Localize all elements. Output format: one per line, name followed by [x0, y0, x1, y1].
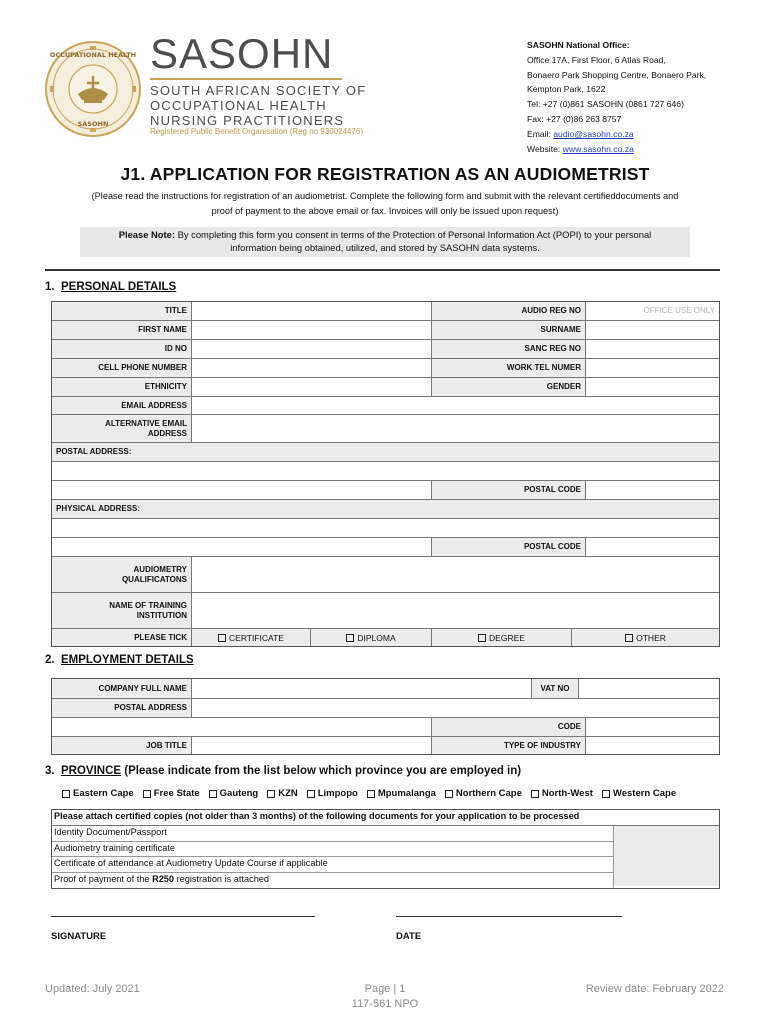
tick-degree[interactable]: DEGREE	[431, 629, 571, 646]
checkbox-icon	[445, 790, 453, 798]
alt-email-label: ALTERNATIVE EMAIL ADDRESS	[52, 415, 191, 442]
province-eastern-cape[interactable]: Eastern Cape	[62, 788, 134, 799]
physical-address-label: PHYSICAL ADDRESS:	[52, 500, 719, 518]
brand-divider	[150, 78, 342, 80]
employer-postal-address-field[interactable]	[191, 699, 719, 717]
tick-other[interactable]: OTHER	[571, 629, 719, 646]
office-address-line-3: Kempton Park, 1622	[527, 84, 606, 95]
signature-label: SIGNATURE	[51, 931, 107, 942]
date-label: DATE	[396, 931, 422, 942]
office-heading: SASOHN National Office:	[527, 40, 630, 50]
ethnicity-label: ETHNICITY	[52, 378, 191, 396]
office-address-line-2: Bonaero Park Shopping Centre, Bonaero Park,	[527, 69, 707, 80]
checkbox-icon	[218, 634, 226, 642]
section-1-heading: 1. PERSONAL DETAILS	[45, 281, 177, 293]
surname-label: SURNAME	[431, 321, 585, 339]
alt-email-field[interactable]	[191, 415, 719, 442]
province-western-cape[interactable]: Western Cape	[602, 788, 676, 799]
office-address-line-1: Office 17A, First Floor, 6 Atlas Road,	[527, 54, 666, 65]
footer-page-number: Page | 1	[364, 983, 406, 995]
office-use-only: OFFICE USE ONLY	[585, 302, 719, 320]
first-name-field[interactable]	[191, 321, 431, 339]
checkbox-icon	[478, 634, 486, 642]
postal-address-label: POSTAL ADDRESS:	[52, 443, 719, 461]
document-item-proof-of-payment: Proof of payment of the R250 registration is attached	[52, 873, 614, 889]
footer-npo: 117-561 NPO	[351, 998, 419, 1010]
code-label: CODE	[431, 718, 585, 736]
job-title-field[interactable]	[191, 737, 431, 754]
title-field[interactable]	[191, 302, 431, 320]
svg-text:OCCUPATIONAL HEALTH: OCCUPATIONAL HEALTH	[49, 51, 137, 59]
industry-type-field[interactable]	[585, 737, 719, 754]
tick-certificate[interactable]: CERTIFICATE	[191, 629, 310, 646]
email-field[interactable]	[191, 397, 719, 414]
checkbox-icon	[602, 790, 610, 798]
postal-address-line-1[interactable]	[52, 462, 719, 480]
company-name-field[interactable]	[191, 679, 531, 698]
section-divider	[45, 269, 720, 271]
sanc-reg-no-field[interactable]	[585, 340, 719, 358]
office-contact-block	[527, 38, 706, 156]
qualifications-label: AUDIOMETRY QUALIFICATONS	[52, 557, 191, 592]
code-field[interactable]	[585, 718, 719, 736]
sasohn-seal-logo	[44, 40, 142, 138]
physical-postal-code-label: POSTAL CODE	[431, 538, 585, 556]
audio-reg-no-label: AUDIO REG NO	[431, 302, 585, 320]
please-tick-label: PLEASE TICK	[52, 629, 191, 646]
checkbox-icon	[307, 790, 315, 798]
org-full-name-line-1: SOUTH AFRICAN SOCIETY OF	[150, 83, 367, 98]
cell-phone-label: CELL PHONE NUMBER	[52, 359, 191, 377]
section-3-heading: 3. PROVINCE (Please indicate from the list below which province you are employed in)	[45, 765, 522, 777]
employer-postal-address-label: POSTAL ADDRESS	[52, 699, 191, 717]
org-full-name-line-2: OCCUPATIONAL HEALTH	[150, 98, 327, 113]
office-email-row: Email: audio@sasohn.co.za	[527, 128, 634, 139]
employer-postal-address-line-2[interactable]	[52, 718, 431, 736]
industry-type-label: TYPE OF INDUSTRY	[431, 737, 585, 754]
physical-address-line-2[interactable]	[52, 538, 431, 556]
employment-details-table	[51, 678, 720, 755]
gender-field[interactable]	[585, 378, 719, 396]
popi-notice: Please Note: By completing this form you consent in terms of the Protection of Personal Information Act (POPI) to your personal information being obtained, utilized, and stored by SASOHN data systems.	[80, 227, 690, 257]
province-kzn[interactable]: KZN	[267, 788, 298, 799]
document-item: Identity Document/Passport	[52, 826, 614, 842]
registration-line: Registered Public Benefit Organisation (Reg no 930024476)	[150, 127, 364, 136]
work-tel-field[interactable]	[585, 359, 719, 377]
form-title: J1. APPLICATION FOR REGISTRATION AS AN AUDIOMETRIST	[120, 164, 650, 184]
ethnicity-field[interactable]	[191, 378, 431, 396]
province-free-state[interactable]: Free State	[143, 788, 200, 799]
surname-field[interactable]	[585, 321, 719, 339]
vat-no-label: VAT NO	[531, 679, 578, 698]
sanc-reg-no-label: SANC REG NO	[431, 340, 585, 358]
checkbox-icon	[346, 634, 354, 642]
job-title-label: JOB TITLE	[52, 737, 191, 754]
tick-diploma[interactable]: DIPLOMA	[310, 629, 431, 646]
website-link[interactable]: www.sasohn.co.za	[562, 143, 634, 154]
email-link[interactable]: audio@sasohn.co.za	[553, 128, 634, 139]
vat-no-field[interactable]	[578, 679, 719, 698]
document-item: Certificate of attendance at Audiometry Update Course if applicable	[52, 857, 614, 873]
postal-code-field[interactable]	[585, 481, 719, 499]
company-name-label: COMPANY FULL NAME	[52, 679, 191, 698]
checkbox-icon	[62, 790, 70, 798]
email-label: EMAIL ADDRESS	[52, 397, 191, 414]
province-limpopo[interactable]: Limpopo	[307, 788, 358, 799]
personal-details-table	[51, 301, 720, 647]
intro-text: (Please read the instructions for registration of an audiometrist. Complete the following form and submit with the relevant certifieddocuments and proof of payment to the above email or fax. Invoices will only be issued upon request)	[91, 191, 679, 216]
office-website-row: Website: www.sasohn.co.za	[527, 143, 634, 154]
physical-postal-code-field[interactable]	[585, 538, 719, 556]
title-label: TITLE	[52, 302, 191, 320]
province-gauteng[interactable]: Gauteng	[209, 788, 259, 799]
province-options	[62, 788, 676, 799]
document-item: Audiometry training certificate	[52, 842, 614, 858]
svg-text:SASOHN: SASOHN	[77, 120, 109, 128]
id-no-label: ID NO	[52, 340, 191, 358]
documents-heading: Please attach certified copies (not older than 3 months) of the following documents for your application to be processed	[52, 810, 719, 826]
cell-phone-field[interactable]	[191, 359, 431, 377]
checkbox-icon	[267, 790, 275, 798]
org-full-name-line-3: NURSING PRACTITIONERS	[150, 113, 345, 128]
training-institution-field[interactable]	[191, 593, 719, 628]
first-name-label: FIRST NAME	[52, 321, 191, 339]
gender-label: GENDER	[431, 378, 585, 396]
footer-review-date: Review date: February 2022	[585, 983, 724, 995]
signature-line[interactable]	[51, 916, 315, 917]
work-tel-label: WORK TEL NUMER	[431, 359, 585, 377]
required-documents-table	[51, 809, 720, 889]
checkbox-icon	[531, 790, 539, 798]
footer-updated: Updated: July 2021	[45, 983, 140, 995]
province-north-west[interactable]: North-West	[531, 788, 593, 799]
province-northern-cape[interactable]: Northern Cape	[445, 788, 522, 799]
qualifications-field[interactable]	[191, 557, 719, 592]
training-institution-label: NAME OF TRAINING INSTITUTION	[52, 593, 191, 628]
id-no-field[interactable]	[191, 340, 431, 358]
date-line[interactable]	[396, 916, 622, 917]
notice-label: Please Note:	[118, 229, 175, 240]
office-fax: Fax: +27 (0)86 263 8757	[527, 113, 622, 124]
checkbox-icon	[209, 790, 217, 798]
physical-address-line-1[interactable]	[52, 519, 719, 537]
office-tel: Tel: +27 (0)861 SASOHN (0861 727 646)	[527, 99, 684, 110]
postal-address-line-2[interactable]	[52, 481, 431, 499]
checkbox-icon	[367, 790, 375, 798]
postal-code-label: POSTAL CODE	[431, 481, 585, 499]
checkbox-icon	[625, 634, 633, 642]
province-mpumalanga[interactable]: Mpumalanga	[367, 788, 436, 799]
section-2-heading: 2. EMPLOYMENT DETAILS	[45, 654, 194, 666]
checkbox-icon	[143, 790, 151, 798]
org-short-name: SASOHN	[150, 30, 334, 77]
